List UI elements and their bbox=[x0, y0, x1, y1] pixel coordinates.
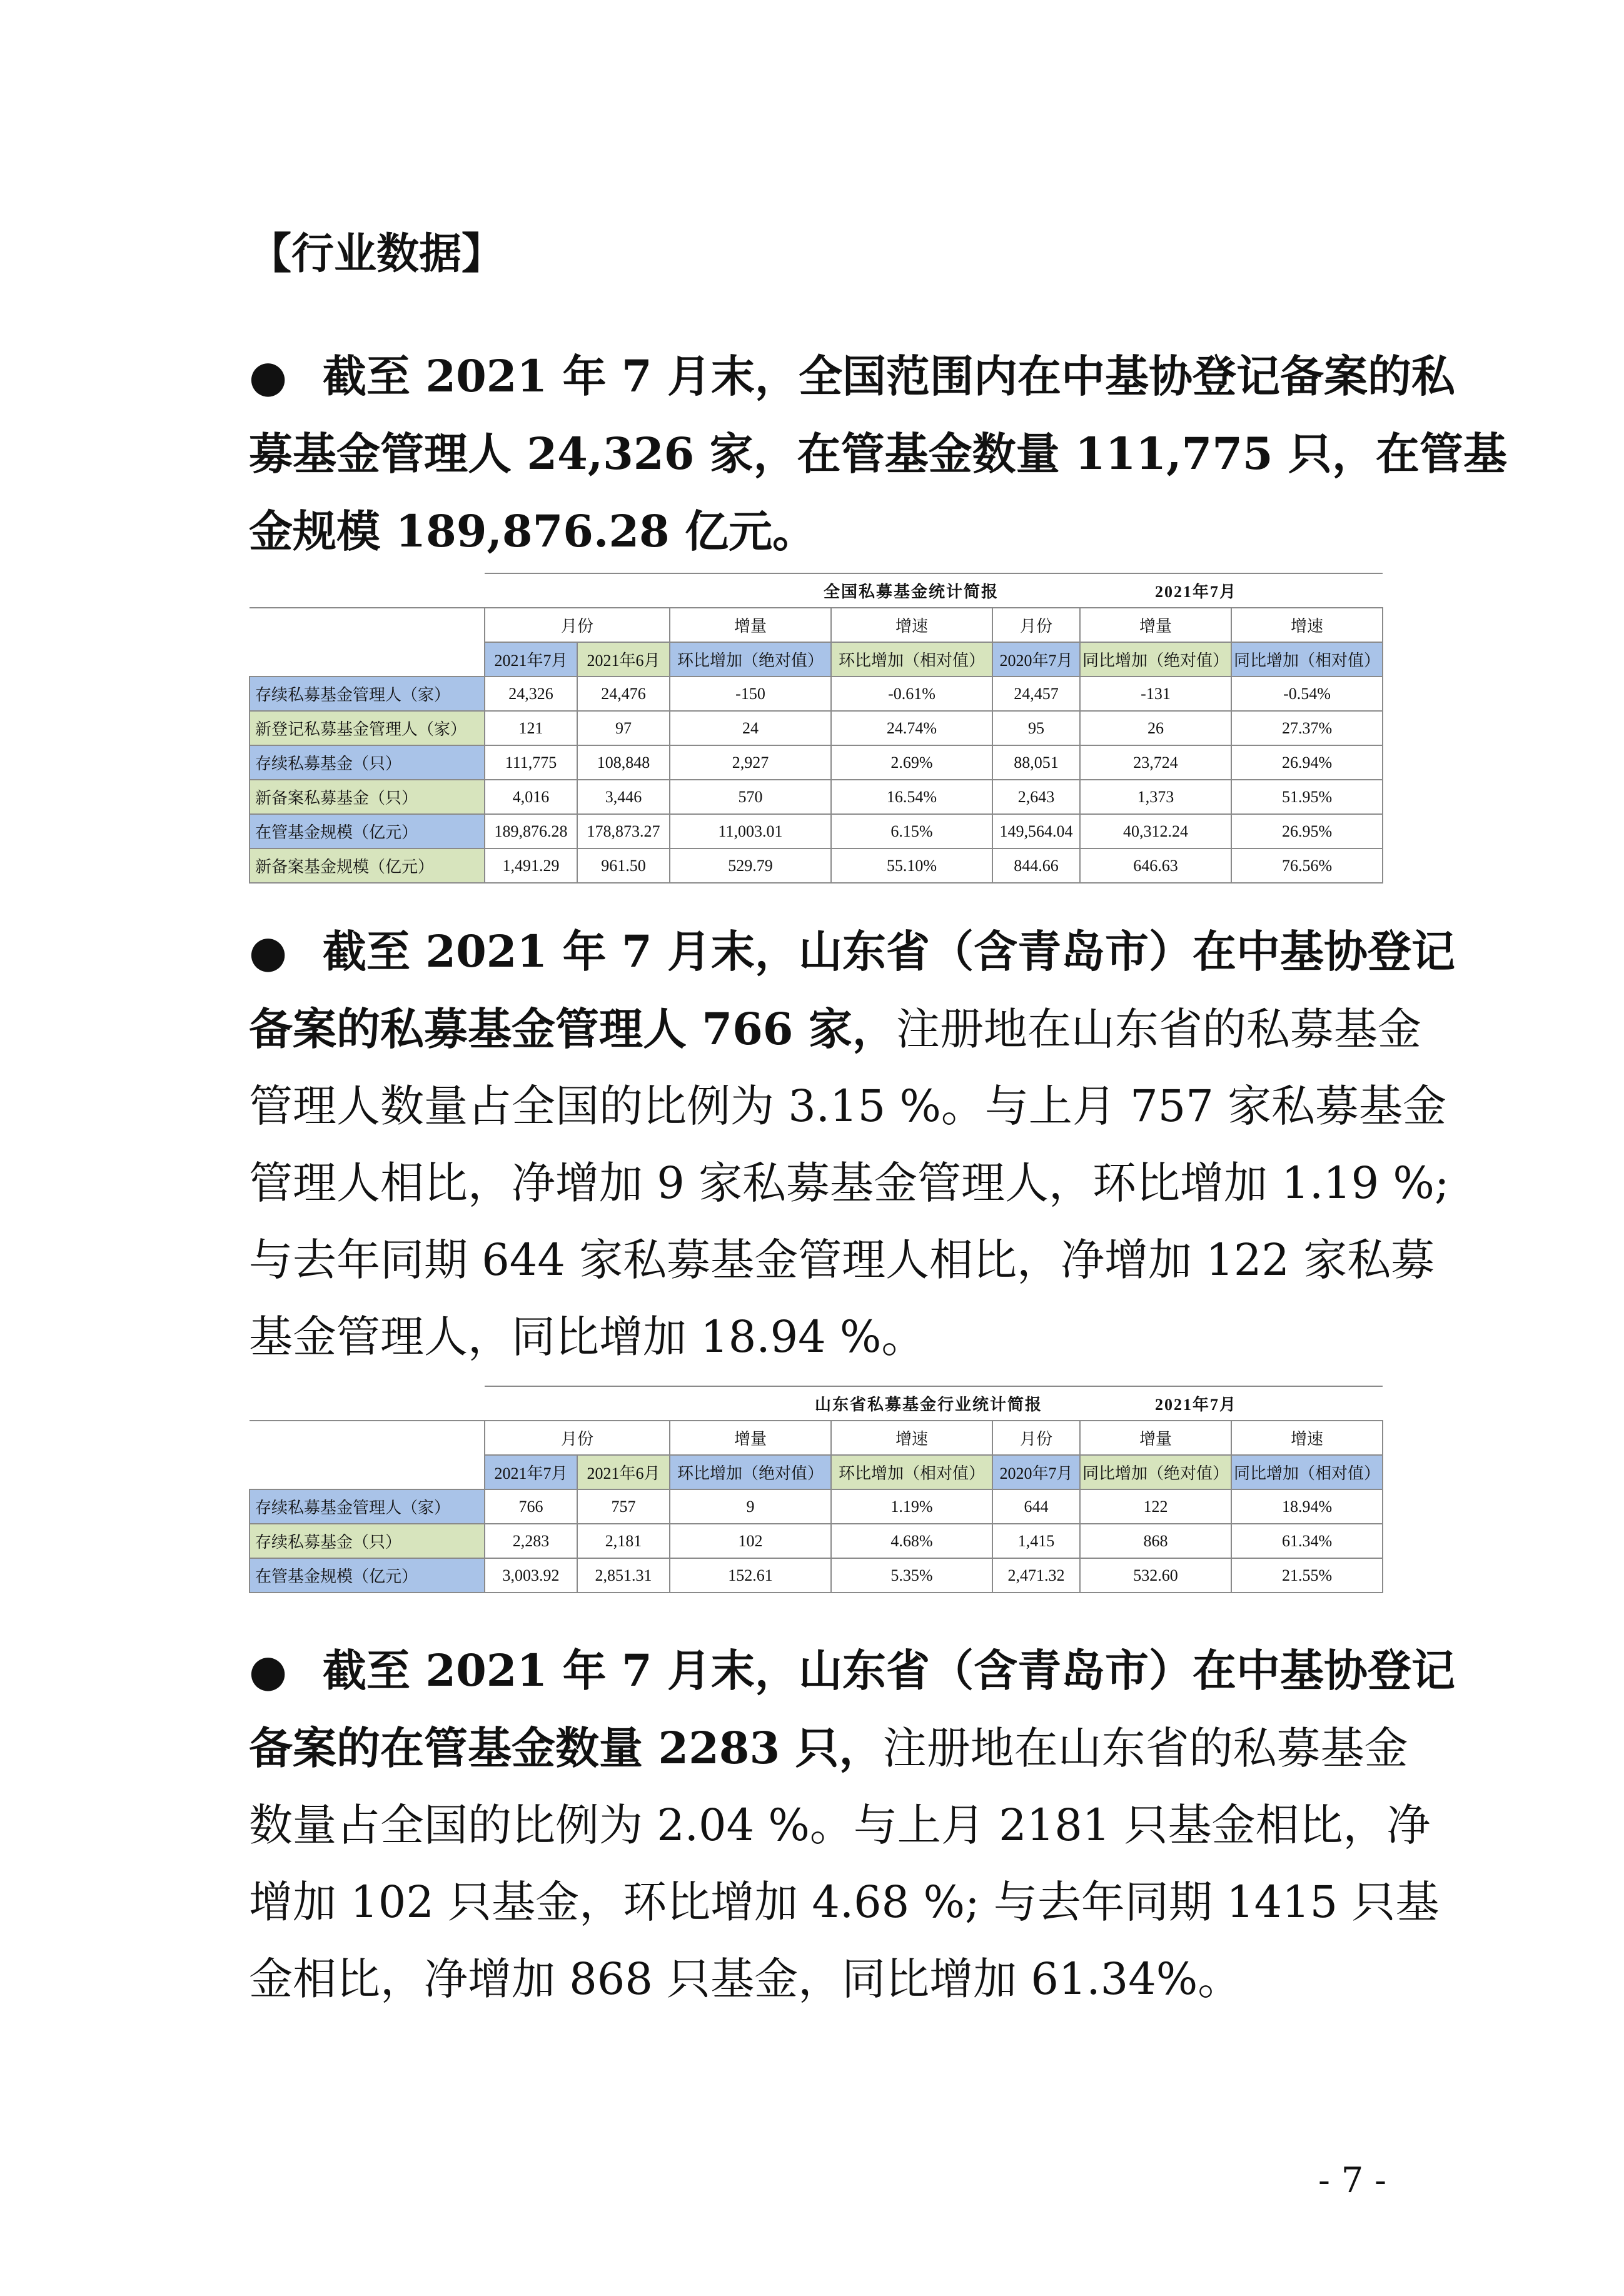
row-label: 新登记私募基金管理人（家） bbox=[250, 711, 485, 745]
table-cell: -150 bbox=[670, 677, 831, 711]
row-label: 新备案基金规模（亿元） bbox=[250, 848, 485, 883]
table-cell: 6.15% bbox=[831, 814, 992, 848]
para-text: 截至 bbox=[323, 1644, 426, 1696]
group-header: 月份 bbox=[485, 608, 670, 642]
row-label: 新备案私募基金（只） bbox=[250, 780, 485, 814]
table-cell: 21.55% bbox=[1231, 1558, 1383, 1593]
column-header: 2021年7月 bbox=[485, 1455, 577, 1489]
column-header: 同比增加（相对值） bbox=[1231, 1455, 1383, 1489]
para-text: 月末，山东省（含青岛市）在中基协登记 bbox=[652, 1644, 1456, 1696]
para-text: 7 bbox=[621, 1644, 652, 1696]
table-row bbox=[250, 745, 1383, 780]
table-cell: 2,927 bbox=[670, 745, 831, 780]
table-row bbox=[250, 814, 1383, 848]
para-text: 年 bbox=[547, 1644, 622, 1696]
table-cell: 5.35% bbox=[831, 1558, 992, 1593]
para-text: 年 bbox=[547, 925, 622, 977]
row-label: 存续私募基金管理人（家） bbox=[250, 1489, 485, 1524]
paragraph-shandong-managers bbox=[249, 913, 1456, 1376]
group-header: 增速 bbox=[1231, 1421, 1383, 1455]
table-cell: 152.61 bbox=[670, 1558, 831, 1593]
table-cell: 868 bbox=[1080, 1524, 1231, 1558]
column-header: 环比增加（绝对值） bbox=[670, 1455, 831, 1489]
table-cell: 961.50 bbox=[577, 848, 670, 883]
para-line: 管理人相比，净增加 9 家私募基金管理人，环比增加 1.19 %; bbox=[249, 1157, 1450, 1209]
table-row bbox=[250, 1489, 1383, 1524]
table-cell: 529.79 bbox=[670, 848, 831, 883]
para-text: 截至 bbox=[323, 925, 426, 977]
table-cell: 108,848 bbox=[577, 745, 670, 780]
para-text: 7 bbox=[621, 925, 652, 977]
group-header: 增量 bbox=[670, 608, 831, 642]
column-header: 同比增加（绝对值） bbox=[1080, 1455, 1231, 1489]
table-period: 2021年7月 bbox=[1080, 573, 1383, 608]
table-cell: 3,446 bbox=[577, 780, 670, 814]
table-cell: 644 bbox=[992, 1489, 1080, 1524]
table-cell: 2,181 bbox=[577, 1524, 670, 1558]
row-label: 存续私募基金（只） bbox=[250, 1524, 485, 1558]
table-title: 山东省私募基金行业统计简报 bbox=[485, 1386, 1080, 1421]
table-cell: 24 bbox=[670, 711, 831, 745]
column-header: 同比增加（相对值） bbox=[1231, 642, 1383, 677]
table-cell: 27.37% bbox=[1231, 711, 1383, 745]
table-cell: 2,471.32 bbox=[992, 1558, 1080, 1593]
group-header: 增速 bbox=[831, 608, 992, 642]
table-cell: 111,775 bbox=[485, 745, 577, 780]
table-row bbox=[250, 677, 1383, 711]
table-cell: 11,003.01 bbox=[670, 814, 831, 848]
table-cell: 24,476 bbox=[577, 677, 670, 711]
table-cell: 51.95% bbox=[1231, 780, 1383, 814]
table-row bbox=[250, 1558, 1383, 1593]
table-cell: -0.54% bbox=[1231, 677, 1383, 711]
table-row bbox=[250, 711, 1383, 745]
column-header: 环比增加（相对值） bbox=[831, 1455, 992, 1489]
group-header: 增量 bbox=[1080, 608, 1231, 642]
para-text: 2021 bbox=[425, 1644, 548, 1696]
table-cell: 16.54% bbox=[831, 780, 992, 814]
table-cell: 844.66 bbox=[992, 848, 1080, 883]
page-number: - 7 - bbox=[1318, 2160, 1387, 2201]
table-row bbox=[250, 1524, 1383, 1558]
table-cell: 2,283 bbox=[485, 1524, 577, 1558]
table-row bbox=[250, 780, 1383, 814]
table-cell: 2,851.31 bbox=[577, 1558, 670, 1593]
table-cell: 24,326 bbox=[485, 677, 577, 711]
table-cell: 24,457 bbox=[992, 677, 1080, 711]
table-cell: 26.95% bbox=[1231, 814, 1383, 848]
para-line: 金相比，净增加 868 只基金，同比增加 61.34%。 bbox=[249, 1953, 1242, 2005]
row-label: 存续私募基金（只） bbox=[250, 745, 485, 780]
para-line: 基金管理人，同比增加 18.94 %。 bbox=[249, 1311, 925, 1362]
column-header: 2021年7月 bbox=[485, 642, 577, 677]
para-text: 2021 bbox=[425, 925, 548, 977]
table-cell: 2.69% bbox=[831, 745, 992, 780]
column-header: 2020年7月 bbox=[992, 642, 1080, 677]
bullet-icon: ● bbox=[249, 351, 288, 402]
table-cell: 570 bbox=[670, 780, 831, 814]
table-cell: 24.74% bbox=[831, 711, 992, 745]
bullet-icon: ● bbox=[249, 926, 288, 977]
table-cell: 23,724 bbox=[1080, 745, 1231, 780]
bullet-icon: ● bbox=[249, 1645, 288, 1696]
table-cell: 532.60 bbox=[1080, 1558, 1231, 1593]
table-cell: 178,873.27 bbox=[577, 814, 670, 848]
group-header: 增量 bbox=[670, 1421, 831, 1455]
national-stats-table bbox=[249, 573, 1383, 884]
para-line: 截至 2021 年 7 月末，全国范围内在中基协登记备案的私 bbox=[323, 350, 1456, 402]
table-cell: 1,373 bbox=[1080, 780, 1231, 814]
row-label: 在管基金规模（亿元） bbox=[250, 814, 485, 848]
table-cell: 76.56% bbox=[1231, 848, 1383, 883]
group-header: 月份 bbox=[485, 1421, 670, 1455]
table-cell: 9 bbox=[670, 1489, 831, 1524]
table-cell: 55.10% bbox=[831, 848, 992, 883]
table-cell: 102 bbox=[670, 1524, 831, 1558]
column-header: 2021年6月 bbox=[577, 1455, 670, 1489]
table-cell: 4.68% bbox=[831, 1524, 992, 1558]
table-cell: 88,051 bbox=[992, 745, 1080, 780]
column-header: 环比增加（绝对值） bbox=[670, 642, 831, 677]
para-text: 766 bbox=[702, 1003, 794, 1055]
column-header: 同比增加（绝对值） bbox=[1080, 642, 1231, 677]
table-cell: 2,643 bbox=[992, 780, 1080, 814]
para-text: 2283 bbox=[658, 1722, 780, 1774]
para-line: 金规模 189,876.28 亿元。 bbox=[249, 505, 817, 557]
table-cell: 4,016 bbox=[485, 780, 577, 814]
section-heading: 【行业数据】 bbox=[249, 229, 505, 279]
table-cell: -0.61% bbox=[831, 677, 992, 711]
para-line: 与去年同期 644 家私募基金管理人相比，净增加 122 家私募 bbox=[249, 1234, 1435, 1286]
column-header: 2021年6月 bbox=[577, 642, 670, 677]
table-cell: 121 bbox=[485, 711, 577, 745]
table-cell: 97 bbox=[577, 711, 670, 745]
group-header: 月份 bbox=[992, 608, 1080, 642]
para-text: 只， bbox=[780, 1722, 883, 1774]
para-text: 家， bbox=[793, 1003, 896, 1055]
table-title: 全国私募基金统计简报 bbox=[485, 573, 1080, 608]
para-text: 月末，山东省（含青岛市）在中基协登记 bbox=[652, 925, 1456, 977]
table-cell: 40,312.24 bbox=[1080, 814, 1231, 848]
table-cell: 646.63 bbox=[1080, 848, 1231, 883]
table-cell: 26.94% bbox=[1231, 745, 1383, 780]
table-cell: 18.94% bbox=[1231, 1489, 1383, 1524]
table-cell: 189,876.28 bbox=[485, 814, 577, 848]
para-text: 备案的私募基金管理人 bbox=[249, 1003, 702, 1055]
table-period: 2021年7月 bbox=[1080, 1386, 1383, 1421]
column-header: 2020年7月 bbox=[992, 1455, 1080, 1489]
para-line: 管理人数量占全国的比例为 3.15 %。与上月 757 家私募基金 bbox=[249, 1080, 1446, 1132]
table-cell: 766 bbox=[485, 1489, 577, 1524]
para-line: 数量占全国的比例为 2.04 %。与上月 2181 只基金相比，净 bbox=[249, 1800, 1431, 1851]
row-label: 存续私募基金管理人（家） bbox=[250, 677, 485, 711]
table-cell: -131 bbox=[1080, 677, 1231, 711]
group-header: 增速 bbox=[1231, 608, 1383, 642]
table-cell: 757 bbox=[577, 1489, 670, 1524]
para-text: 注册地在山东省的私募基金 bbox=[882, 1723, 1408, 1774]
table-cell: 1,491.29 bbox=[485, 848, 577, 883]
para-text: 注册地在山东省的私募基金 bbox=[895, 1004, 1421, 1055]
paragraph-shandong-funds bbox=[249, 1632, 1456, 2018]
table-cell: 26 bbox=[1080, 711, 1231, 745]
table-cell: 95 bbox=[992, 711, 1080, 745]
table-cell: 1.19% bbox=[831, 1489, 992, 1524]
shandong-stats-table bbox=[249, 1386, 1383, 1593]
para-line: 募基金管理人 24,326 家，在管基金数量 111,775 只，在管基 bbox=[249, 428, 1507, 480]
table-cell: 122 bbox=[1080, 1489, 1231, 1524]
column-header: 环比增加（相对值） bbox=[831, 642, 992, 677]
table-cell: 149,564.04 bbox=[992, 814, 1080, 848]
table-cell: 1,415 bbox=[992, 1524, 1080, 1558]
group-header: 增速 bbox=[831, 1421, 992, 1455]
group-header: 增量 bbox=[1080, 1421, 1231, 1455]
paragraph-national bbox=[249, 338, 1507, 570]
para-line: 增加 102 只基金，环比增加 4.68 %; 与去年同期 1415 只基 bbox=[249, 1876, 1440, 1928]
table-cell: 61.34% bbox=[1231, 1524, 1383, 1558]
para-text: 备案的在管基金数量 bbox=[249, 1722, 658, 1774]
row-label: 在管基金规模（亿元） bbox=[250, 1558, 485, 1593]
table-row bbox=[250, 848, 1383, 883]
group-header: 月份 bbox=[992, 1421, 1080, 1455]
table-cell: 3,003.92 bbox=[485, 1558, 577, 1593]
